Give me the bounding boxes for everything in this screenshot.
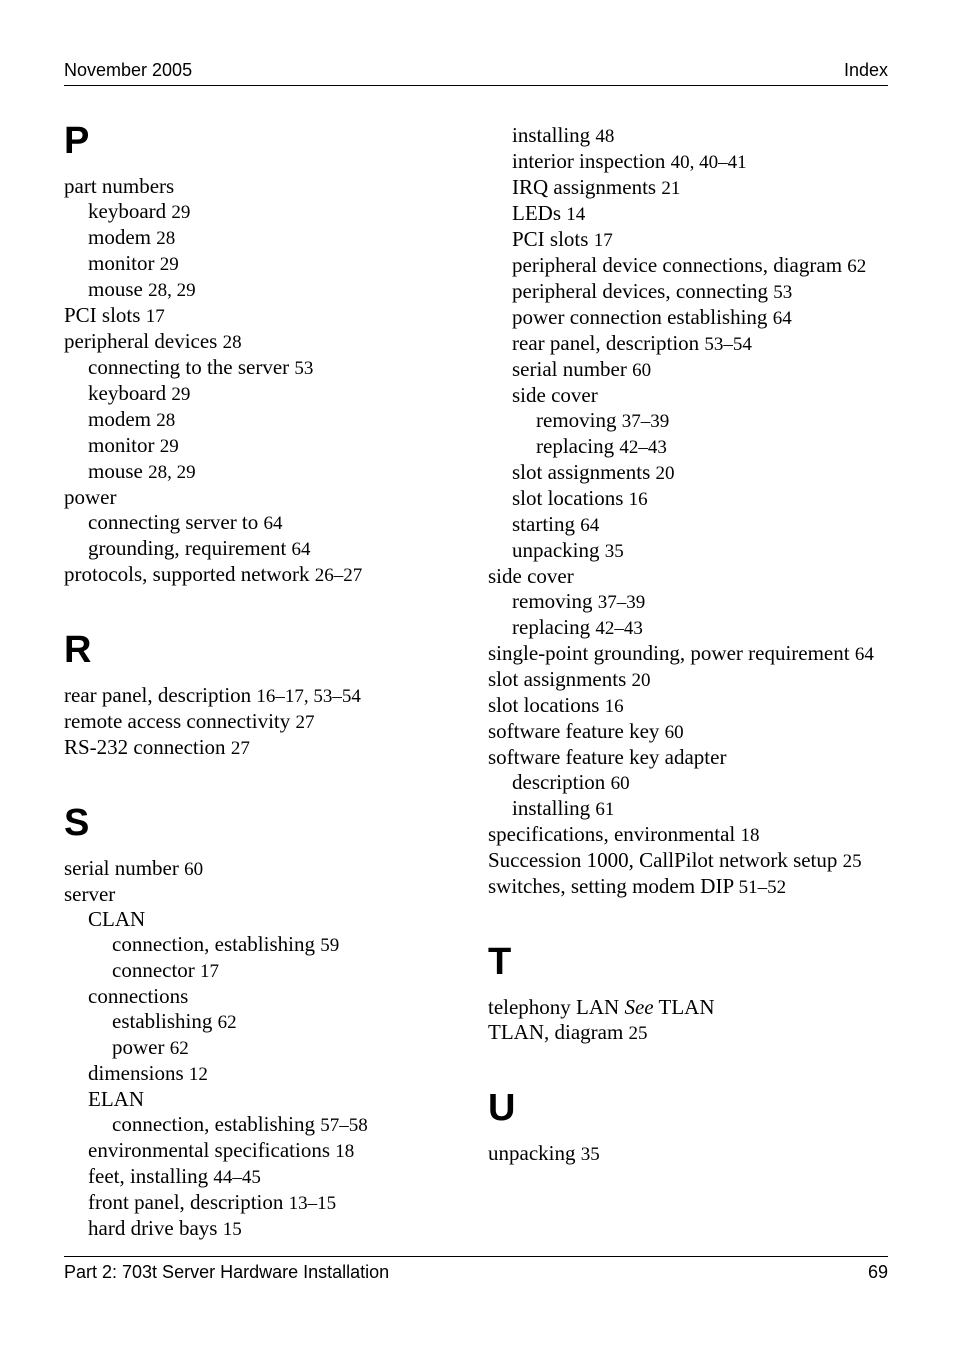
index-entry: side cover — [512, 383, 598, 407]
page-number: 69 — [867, 1262, 888, 1282]
index-entry: switches, setting modem DIP 51–52 — [488, 874, 787, 898]
index-entry: mouse 28, 29 — [88, 277, 196, 301]
index-entry: Succession 1000, CallPilot network setup 25 — [488, 848, 862, 872]
page-header — [64, 59, 888, 81]
index-entry: peripheral device connections, diagram 62 — [512, 253, 867, 277]
page-footer — [64, 1261, 888, 1283]
index-entry: monitor 29 — [88, 433, 179, 457]
section-letter: S — [64, 802, 90, 844]
index-entry: slot assignments 20 — [512, 460, 675, 484]
index-entry: connecting server to 64 — [88, 510, 283, 534]
index-entry: hard drive bays 15 — [88, 1216, 242, 1240]
index-entry: replacing 42–43 — [512, 615, 643, 639]
index-left-column — [64, 116, 484, 1242]
index-entry: feet, installing 44–45 — [88, 1164, 261, 1188]
section-letter: U — [488, 1087, 516, 1129]
index-entry: software feature key adapter — [488, 745, 727, 769]
index-entry: establishing 62 — [112, 1009, 237, 1033]
index-entry: removing 37–39 — [512, 589, 646, 613]
index-entry: peripheral devices 28 — [64, 329, 242, 353]
index-entry: installing 48 — [512, 123, 615, 147]
index-entry: power connection establishing 64 — [512, 305, 792, 329]
index-right-column — [488, 123, 908, 1167]
index-entry: protocols, supported network 26–27 — [64, 562, 363, 586]
section-letter: P — [64, 120, 90, 162]
index-entry: PCI slots 17 — [64, 303, 165, 327]
index-entry: part numbers — [64, 174, 175, 198]
index-section-s-continued — [488, 123, 908, 900]
index-entry: connecting to the server 53 — [88, 355, 314, 379]
index-entry: single-point grounding, power requirement 64 — [488, 641, 874, 665]
index-entry: rear panel, description 16–17, 53–54 — [64, 683, 361, 707]
index-entry: monitor 29 — [88, 251, 179, 275]
index-entry: IRQ assignments 21 — [512, 175, 681, 199]
index-entry: serial number 60 — [64, 856, 204, 880]
index-entry: slot assignments 20 — [488, 667, 651, 691]
index-entry: connection, establishing 57–58 — [112, 1112, 368, 1136]
index-entry: serial number 60 — [512, 357, 652, 381]
header-date: November 2005 — [64, 60, 193, 80]
index-entry: CLAN — [88, 907, 146, 931]
index-section-t — [488, 937, 908, 1046]
index-entry: TLAN, diagram 25 — [488, 1020, 648, 1044]
index-entry: rear panel, description 53–54 — [512, 331, 752, 355]
index-entry: side cover — [488, 564, 574, 588]
index-entry: specifications, environmental 18 — [488, 822, 760, 846]
header-section: Index — [843, 60, 888, 80]
index-entry: interior inspection 40, 40–41 — [512, 149, 747, 173]
section-letter: R — [64, 629, 92, 671]
index-entry: ELAN — [88, 1087, 144, 1111]
index-entry: keyboard 29 — [88, 199, 191, 223]
header-rule — [64, 85, 888, 86]
index-entry: remote access connectivity 27 — [64, 709, 315, 733]
index-entry: connector 17 — [112, 958, 220, 982]
index-entry: starting 64 — [512, 512, 600, 536]
index-entry: description 60 — [512, 770, 630, 794]
index-entry: PCI slots 17 — [512, 227, 613, 251]
index-entry: connection, establishing 59 — [112, 932, 340, 956]
index-entry: installing 61 — [512, 796, 615, 820]
index-entry: connections — [88, 984, 189, 1008]
index-entry: slot locations 16 — [512, 486, 648, 510]
index-section-r — [64, 625, 484, 761]
index-entry: modem 28 — [88, 407, 176, 431]
index-section-u — [488, 1083, 908, 1167]
index-entry: keyboard 29 — [88, 381, 191, 405]
index-entry: software feature key 60 — [488, 719, 684, 743]
index-entry: power — [64, 485, 117, 509]
index-entry: modem 28 — [88, 225, 176, 249]
index-section-p — [64, 116, 484, 588]
footer-rule — [64, 1256, 888, 1257]
index-entry: peripheral devices, connecting 53 — [512, 279, 793, 303]
index-entry: environmental specifications 18 — [88, 1138, 355, 1162]
index-entry: server — [64, 882, 116, 906]
index-entry: unpacking 35 — [512, 538, 624, 562]
index-entry: telephony LAN See TLAN — [488, 995, 715, 1019]
index-entry: power 62 — [112, 1035, 189, 1059]
section-letter: T — [488, 941, 512, 983]
index-entry: slot locations 16 — [488, 693, 624, 717]
index-entry: mouse 28, 29 — [88, 459, 196, 483]
index-entry: dimensions 12 — [88, 1061, 208, 1085]
index-entry: replacing 42–43 — [536, 434, 667, 458]
index-section-s — [64, 798, 484, 1242]
footer-title: Part 2: 703t Server Hardware Installation — [64, 1262, 390, 1282]
index-entry: LEDs 14 — [512, 201, 586, 225]
index-entry: unpacking 35 — [488, 1141, 600, 1165]
index-entry: removing 37–39 — [536, 408, 670, 432]
index-entry: RS-232 connection 27 — [64, 735, 250, 759]
index-entry: front panel, description 13–15 — [88, 1190, 337, 1214]
index-entry: grounding, requirement 64 — [88, 536, 311, 560]
see-reference: See — [624, 995, 654, 1019]
